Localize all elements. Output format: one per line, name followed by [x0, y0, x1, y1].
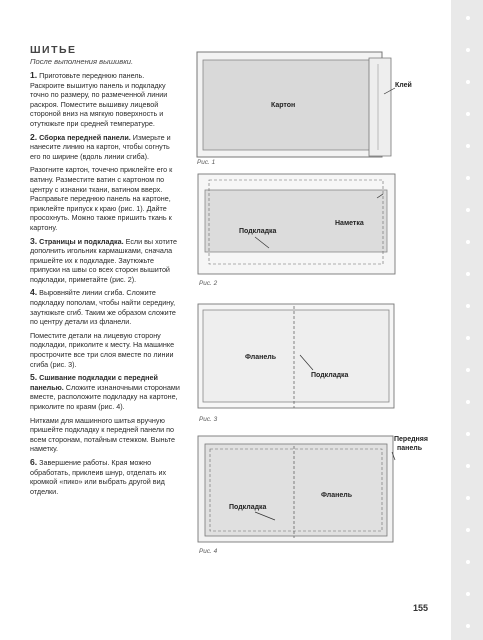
- figure-3-caption: Рис. 3: [199, 416, 218, 423]
- label-lining: Подкладка: [239, 228, 277, 235]
- step-number: 5.: [30, 372, 38, 383]
- figure-4-drawing: [195, 432, 425, 562]
- step-number: 4.: [30, 287, 38, 298]
- label-lining: Подкладка: [229, 504, 267, 511]
- strip-dot: [466, 336, 470, 340]
- strip-dot: [466, 112, 470, 116]
- strip-dot: [466, 48, 470, 52]
- page-number: 155: [413, 603, 429, 613]
- section-subtitle: После выполнения вышивки.: [30, 57, 134, 66]
- paragraph-text: Завершение работы. Края можно обработать, приклеив шнур, отделать их кромкой «пико» или выбрать другой вид отделки.: [30, 457, 167, 496]
- paragraph-text: Выровняйте линии сгиба. Сложите подкладку пополам, чтобы найти середину, заутюжьте сгиб. Таким же образом сложите по центру детали из фланели.: [30, 288, 176, 327]
- strip-dot: [466, 528, 470, 532]
- label-basting: Наметка: [335, 220, 364, 227]
- strip-dot: [466, 16, 470, 20]
- paragraph-text: Измерьте и нанесите линию на картон, чтобы согнуть его по ширине (вдоль линии сгиба).: [30, 132, 171, 161]
- strip-dot: [466, 80, 470, 84]
- strip-dot: [466, 400, 470, 404]
- strip-dot: [466, 560, 470, 564]
- figure-3-drawing: [195, 300, 405, 430]
- strip-dot: [466, 144, 470, 148]
- paragraph-2: [30, 133, 180, 162]
- label-flannel: Фланель: [321, 492, 353, 499]
- paragraph-text: Поместите детали на лицевую сторону подкладки, приколите к месту. На машинке прострочите все три слоя вместе по линии сгиба (рис. 3).: [30, 330, 175, 369]
- strip-dot: [466, 464, 470, 468]
- paragraph-6: [30, 331, 180, 369]
- paragraph-heading: Страницы и подкладка.: [39, 236, 124, 246]
- label-board: Картон: [271, 102, 296, 109]
- paragraph-8: [30, 416, 180, 454]
- paragraph-9: [30, 458, 180, 496]
- step-number: 3.: [30, 235, 38, 246]
- paragraph-text: Разогните картон, точечно приклейте его к ватину. Разместите ватин с картоном по центру с изнанки ткани, ватином вверх. Расправьте переднюю панель на картоне, приклейте припуск к краю (рис. 1). Дайте просохнуть. Можно также пришить ткань к картону.: [30, 165, 173, 232]
- paragraph-text: Приготовьте переднюю панель. Раскроите вышитую панель и подкладку точно по размеру, по размеченной линии раскроя. Поместите вышивку лицевой стороной вниз на мягкую поверхность и отутюжьте при средней температуре.: [30, 71, 168, 128]
- paragraph-7: [30, 373, 180, 411]
- label-lining: Подкладка: [311, 372, 349, 379]
- strip-dot: [466, 496, 470, 500]
- figure-3: [195, 300, 405, 430]
- paragraph-1: [30, 71, 180, 129]
- strip-dot: [466, 432, 470, 436]
- section-title: ШИТЬЕ: [30, 44, 77, 56]
- paragraph-heading: Сборка передней панели.: [39, 132, 131, 142]
- figure-1-drawing: [195, 50, 410, 165]
- figure-2-caption: Рис. 2: [199, 280, 218, 287]
- step-number: 2.: [30, 131, 38, 142]
- text-column: [30, 44, 180, 500]
- strip-dot: [466, 208, 470, 212]
- strip-dot: [466, 240, 470, 244]
- side-strip: [451, 0, 483, 640]
- figure-1: [195, 50, 410, 165]
- figure-4-caption: Рис. 4: [199, 548, 218, 555]
- strip-dot: [466, 368, 470, 372]
- step-number: 1.: [30, 70, 38, 80]
- label-front-panel-line-2: панель: [397, 445, 422, 452]
- figure-1-caption: Рис. 1: [197, 159, 216, 166]
- paragraph-5: [30, 288, 180, 326]
- label-flannel: Фланель: [245, 354, 277, 361]
- paragraph-text: Если вы хотите дополнить игольник кармашками, сначала пришейте их к подкладке. Заутюжьте припуски на швы со всех сторон вышитой подкладки, приметайте (рис. 2).: [30, 236, 177, 284]
- strip-dot: [466, 272, 470, 276]
- strip-dot: [466, 592, 470, 596]
- figure-4: [195, 432, 428, 562]
- paragraph-text: Сложите изнаночными сторонами вместе, расположите подкладку на картоне, приколите по краям (рис. 4).: [30, 382, 180, 411]
- label-front-panel-line-1: Передняя: [394, 436, 428, 443]
- strip-dot: [466, 304, 470, 308]
- paragraph-4: [30, 237, 180, 285]
- strip-dot: [466, 624, 470, 628]
- paragraph-heading: Сшивание подкладки с передней панелью.: [30, 373, 158, 392]
- figure-2-drawing: [195, 170, 405, 290]
- step-number: 6.: [30, 456, 38, 467]
- paragraph-3: [30, 165, 180, 232]
- strip-dot: [466, 176, 470, 180]
- label-glue: Клей: [395, 82, 412, 89]
- paragraph-text: Нитками для машинного шитья вручную пришейте подкладку к передней панели по всем сторонам, потайным стежком. Выньте наметку.: [30, 415, 176, 454]
- figure-2: [195, 170, 405, 290]
